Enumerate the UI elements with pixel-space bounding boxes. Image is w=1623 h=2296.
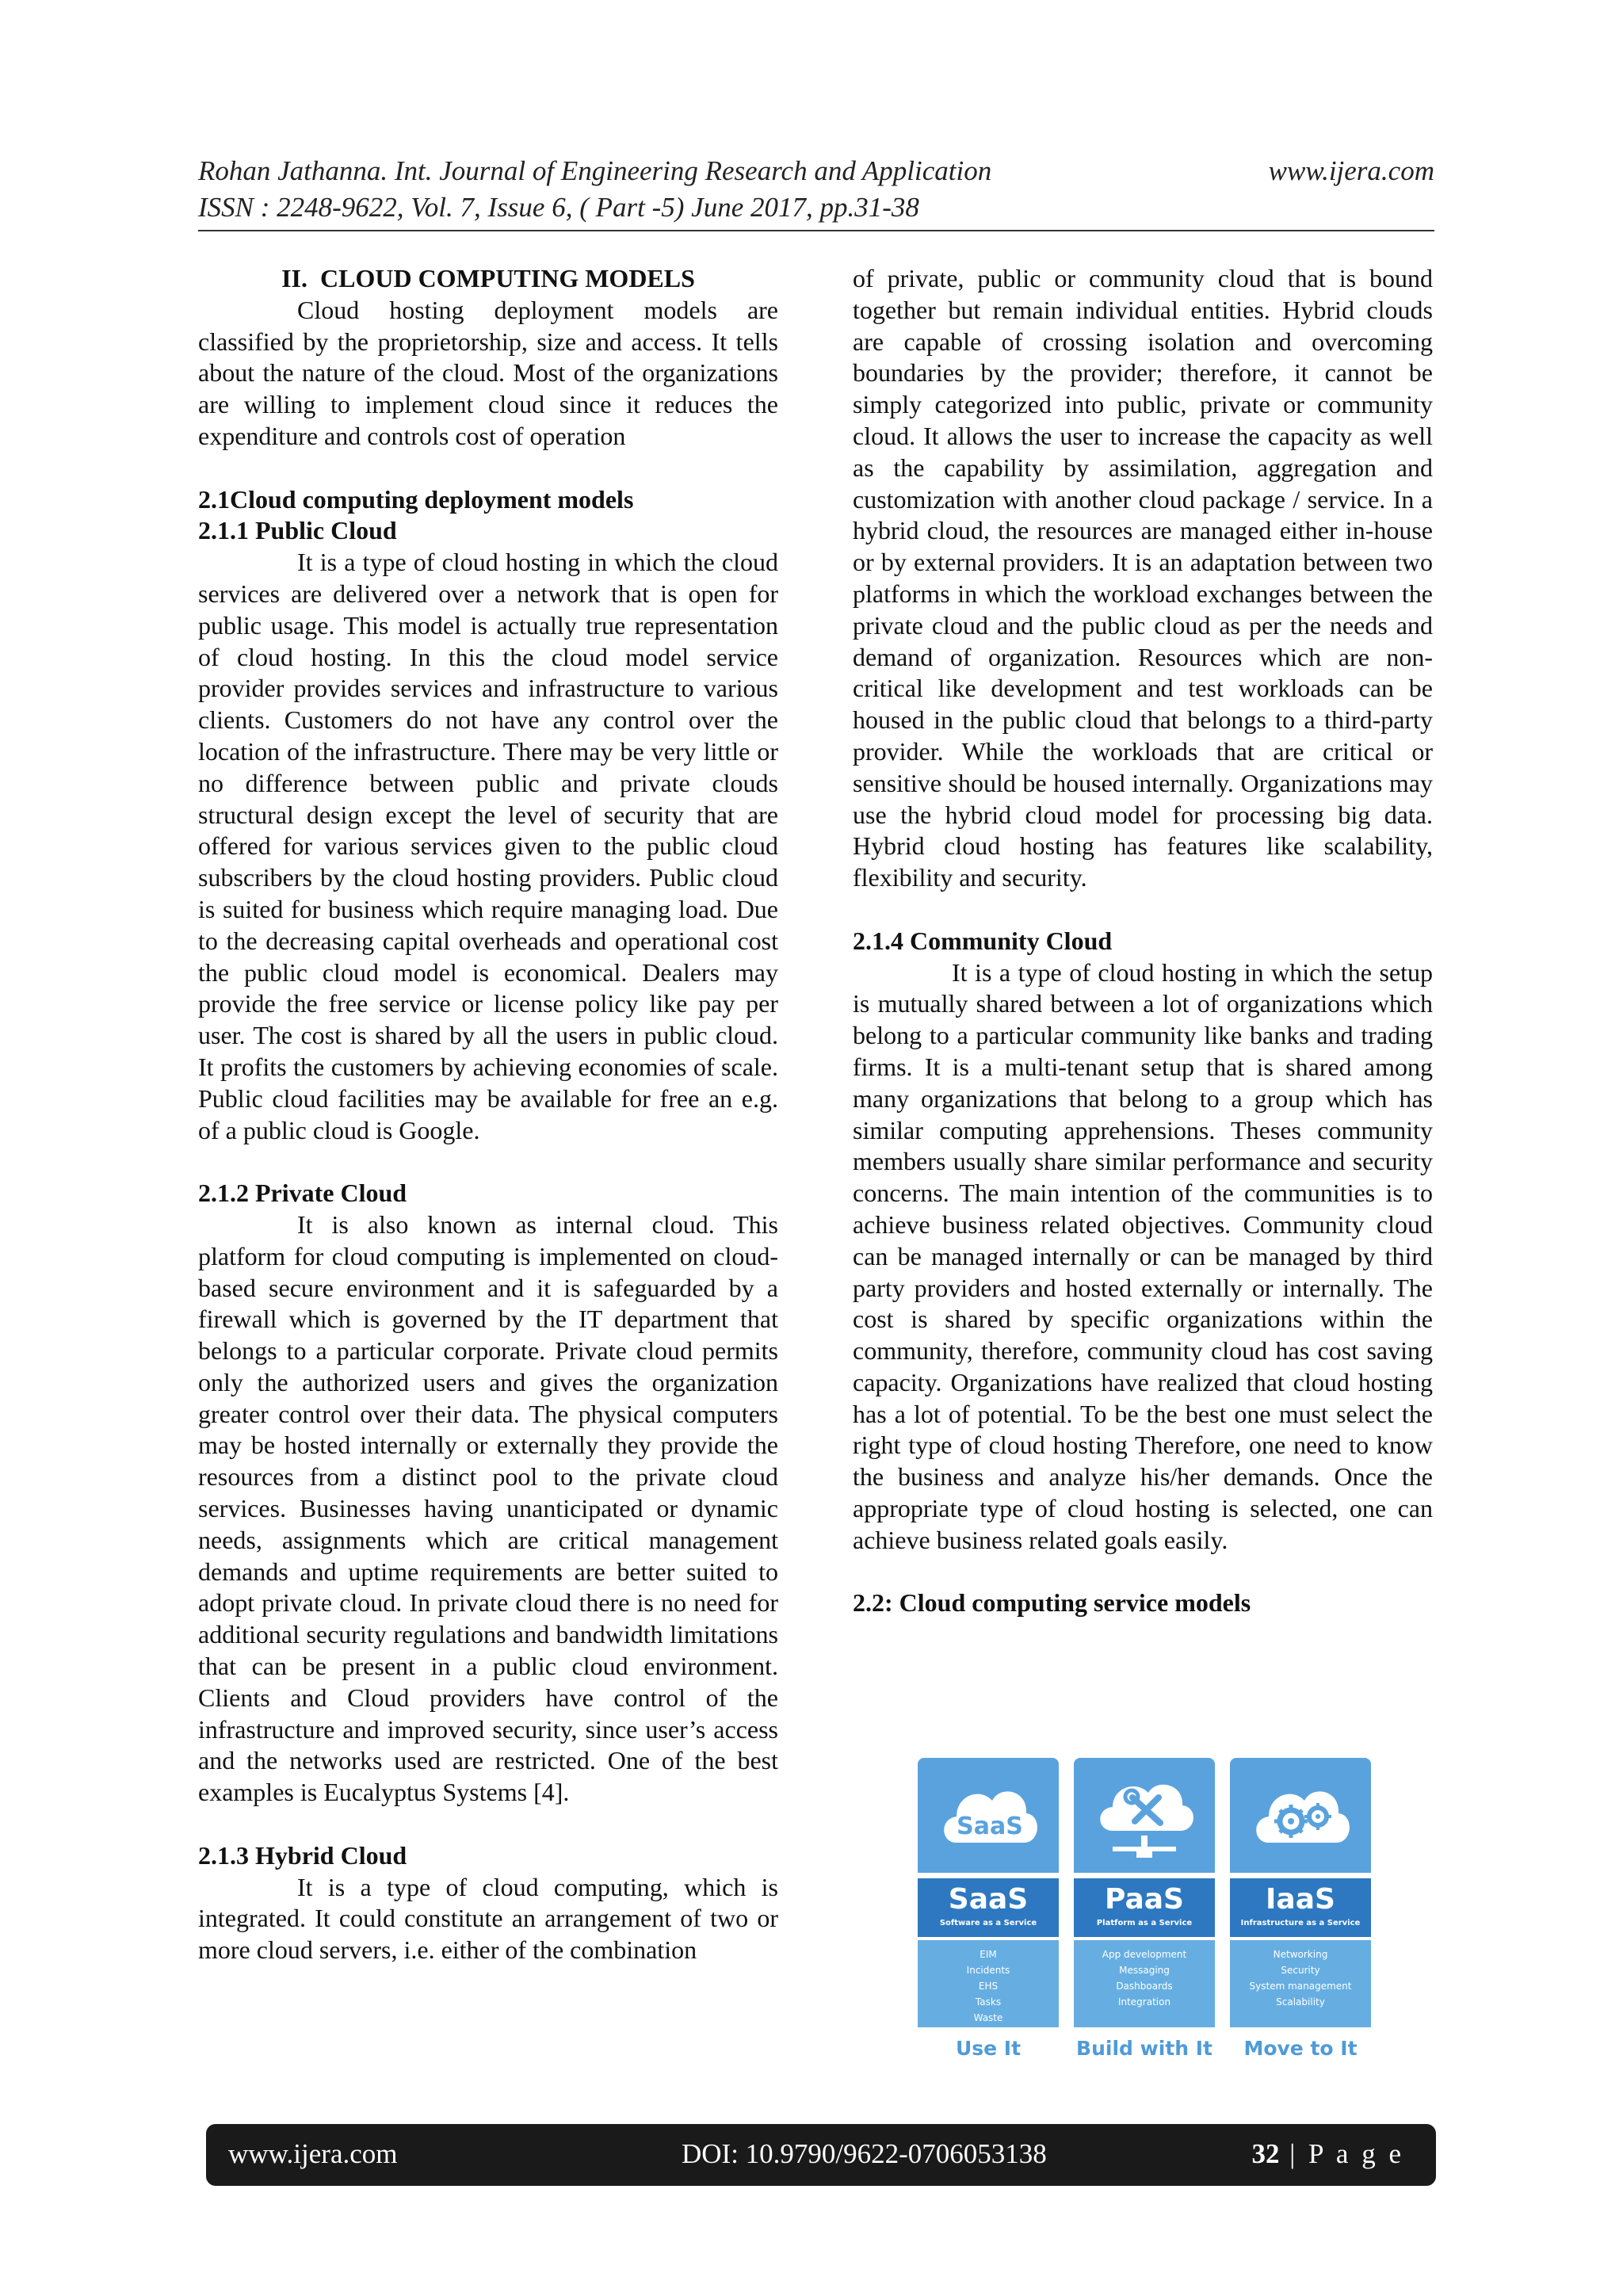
iaas-label: IaaS	[1266, 1883, 1335, 1916]
paas-footer: Build with It	[1076, 2037, 1212, 2060]
list-item: App development	[1102, 1949, 1187, 1960]
list-item: Messaging	[1119, 1965, 1170, 1976]
running-header	[198, 153, 1434, 226]
journal-citation: Rohan Jathanna. Int. Journal of Engineering Research and Application	[198, 155, 992, 186]
journal-website[interactable]: www.ijera.com	[1268, 155, 1434, 186]
footer-page-number: 32 | P a g e	[1251, 2138, 1404, 2169]
paragraph-private-cloud: It is also known as internal cloud. This platform for cloud computing is implemented on cloud-based secure environment and it is safeguarded by a firewall which is governed by the IT department that belongs to a particular corporate. Private cloud permits only the authorized users and gives the organization greater control over their data. The physical computers may be hosted internally or externally they provide the resources from a distinct pool to the private cloud services. Businesses having unanticipated or dynamic needs, assignments which are critical management demands and uptime requirements are better suited to adopt private cloud. In private cloud there is no need for additional security regulations and bandwidth limitations that can be present in a public cloud environment. Clients and Cloud providers have control of the infrastructure and improved security, since user’s access and the networks used are restricted. One of the best examples is Eucalyptus Systems [4].	[198, 1209, 778, 1807]
issn-line: ISSN : 2248-9622, Vol. 7, Issue 6, ( Part -5) June 2017, pp.31-38	[198, 192, 919, 223]
saas-sublabel: Software as a Service	[939, 1919, 1037, 1927]
list-item: System management	[1249, 1981, 1352, 1992]
list-item: Waste	[973, 2012, 1003, 2023]
page-footer	[206, 2124, 1436, 2186]
footer-doi[interactable]: DOI: 10.9790/9622-0706053138	[682, 2138, 1047, 2169]
paas-card	[1074, 1758, 1215, 2067]
header-divider	[198, 230, 1434, 231]
list-item: Tasks	[975, 1996, 1002, 2008]
list-item: EIM	[980, 1949, 997, 1960]
svg-text:SaaS: SaaS	[957, 1813, 1023, 1840]
heading-private-cloud: 2.1.2 Private Cloud	[198, 1179, 407, 1208]
list-item: Integration	[1117, 1996, 1171, 2008]
iaas-footer: Move to It	[1243, 2037, 1358, 2060]
paragraph-hybrid-cloud: It is a type of cloud computing, which is integrated. It could constitute an arrangement of two or more cloud servers, i.e. either of the combination	[198, 1872, 778, 1965]
footer-website[interactable]: www.ijera.com	[228, 2138, 398, 2169]
iaas-sublabel: Infrastructure as a Service	[1240, 1919, 1361, 1927]
heading-2-1: 2.1Cloud computing deployment models	[198, 484, 634, 514]
list-item: Networking	[1273, 1949, 1328, 1960]
iaas-card	[1230, 1758, 1371, 2067]
section-intro: Cloud hosting deployment models are classified by the proprietorship, size and access. It tells about the nature of the cloud. Most of the organizations are willing to implement cloud since it reduces the expenditure and controls cost of operation	[198, 295, 778, 450]
gears-cloud-icon	[1245, 1767, 1356, 1862]
paas-item-list	[1074, 1940, 1215, 2027]
heading-service-models: 2.2: Cloud computing service models	[853, 1588, 1251, 1618]
heading-public-cloud: 2.1.1 Public Cloud	[198, 516, 397, 545]
paragraph-public-cloud: It is a type of cloud hosting in which the cloud services are delivered over a network that is open for public usage. This model is actually true representation of cloud hosting. In this the cloud model service provider provides services and infrastructure to various clients. Customers do not have any control over the location of the infrastructure. There may be very little or no difference between public and private clouds structural design except the level of security that are offered for various services given to the public cloud subscribers by the cloud hosting providers. Public cloud is suited for business which require managing load. Due to the decreasing capital overheads and operational cost the public cloud model is economical. Dealers may provide the free service or license policy like pay per user. The cost is shared by all the users in public cloud. It profits the customers by achieving economies of scale. Public cloud facilities may be available for free an e.g. of a public cloud is Google.	[198, 548, 778, 1144]
service-models-figure	[918, 1758, 1371, 2075]
iaas-item-list	[1230, 1940, 1371, 2027]
list-item: Scalability	[1276, 1996, 1325, 2008]
cloud-saas-icon	[933, 1767, 1044, 1862]
list-item: Security	[1281, 1965, 1320, 1976]
paragraph-hybrid-cloud-cont: of private, public or community cloud that is bound together but remain individual entities. Hybrid clouds are capable of crossing isolation and overcoming boundaries by the provider; therefore, it cannot be simply categorized into public, private or community cloud. It allows the user to increase the capacity as well as the capability by assimilation, aggregation and customization with another cloud package / service. In a hybrid cloud, the resources are managed either in-house or by external providers. It is an adaptation between two platforms in which the workload exchanges between the private cloud and the public cloud as per the needs and demand of organization. Resources which are non-critical like development and test workloads can be housed in the public cloud that belongs to a third-party provider. While the workloads that are critical or sensitive should be housed internally. Organizations may use the hybrid cloud model for processing big data. Hybrid cloud hosting has features like scalability, flexibility and security.	[853, 264, 1433, 892]
list-item: EHS	[978, 1981, 999, 1992]
heading-community-cloud: 2.1.4 Community Cloud	[853, 926, 1113, 955]
paas-label: PaaS	[1105, 1883, 1184, 1916]
left-column	[198, 263, 778, 1966]
saas-footer: Use It	[955, 2037, 1022, 2060]
tools-icon	[1089, 1767, 1200, 1862]
saas-card	[918, 1758, 1059, 2067]
heading-hybrid-cloud: 2.1.3 Hybrid Cloud	[198, 1840, 407, 1870]
list-item: Dashboards	[1116, 1981, 1173, 1992]
saas-item-list	[918, 1940, 1059, 2027]
list-item: Incidents	[966, 1965, 1010, 1976]
paragraph-community-cloud: It is a type of cloud hosting in which the setup is mutually shared between a lot of organizations which belong to a particular community like banks and trading firms. It is a multi-tenant setup that is shared among many organizations that belong to a group which has similar computing apprehensions. Theses community members usually share similar performance and security concerns. The main intention of the communities is to achieve business related objectives. Community cloud can be managed internally or can be managed by third party providers and hosted externally or internally. The cost is shared by specific organizations within the community, therefore, community cloud has cost saving capacity. Organizations have realized that cloud hosting has a lot of potential. To be the best one must select the right type of cloud hosting Therefore, one need to know the business and analyze his/her demands. Once the appropriate type of cloud hosting is selected, one can achieve business related goals easily.	[853, 957, 1433, 1554]
section-title: II. CLOUD COMPUTING MODELS	[281, 264, 695, 292]
paas-sublabel: Platform as a Service	[1096, 1919, 1193, 1927]
saas-label: SaaS	[948, 1883, 1029, 1916]
right-column	[853, 263, 1433, 1619]
